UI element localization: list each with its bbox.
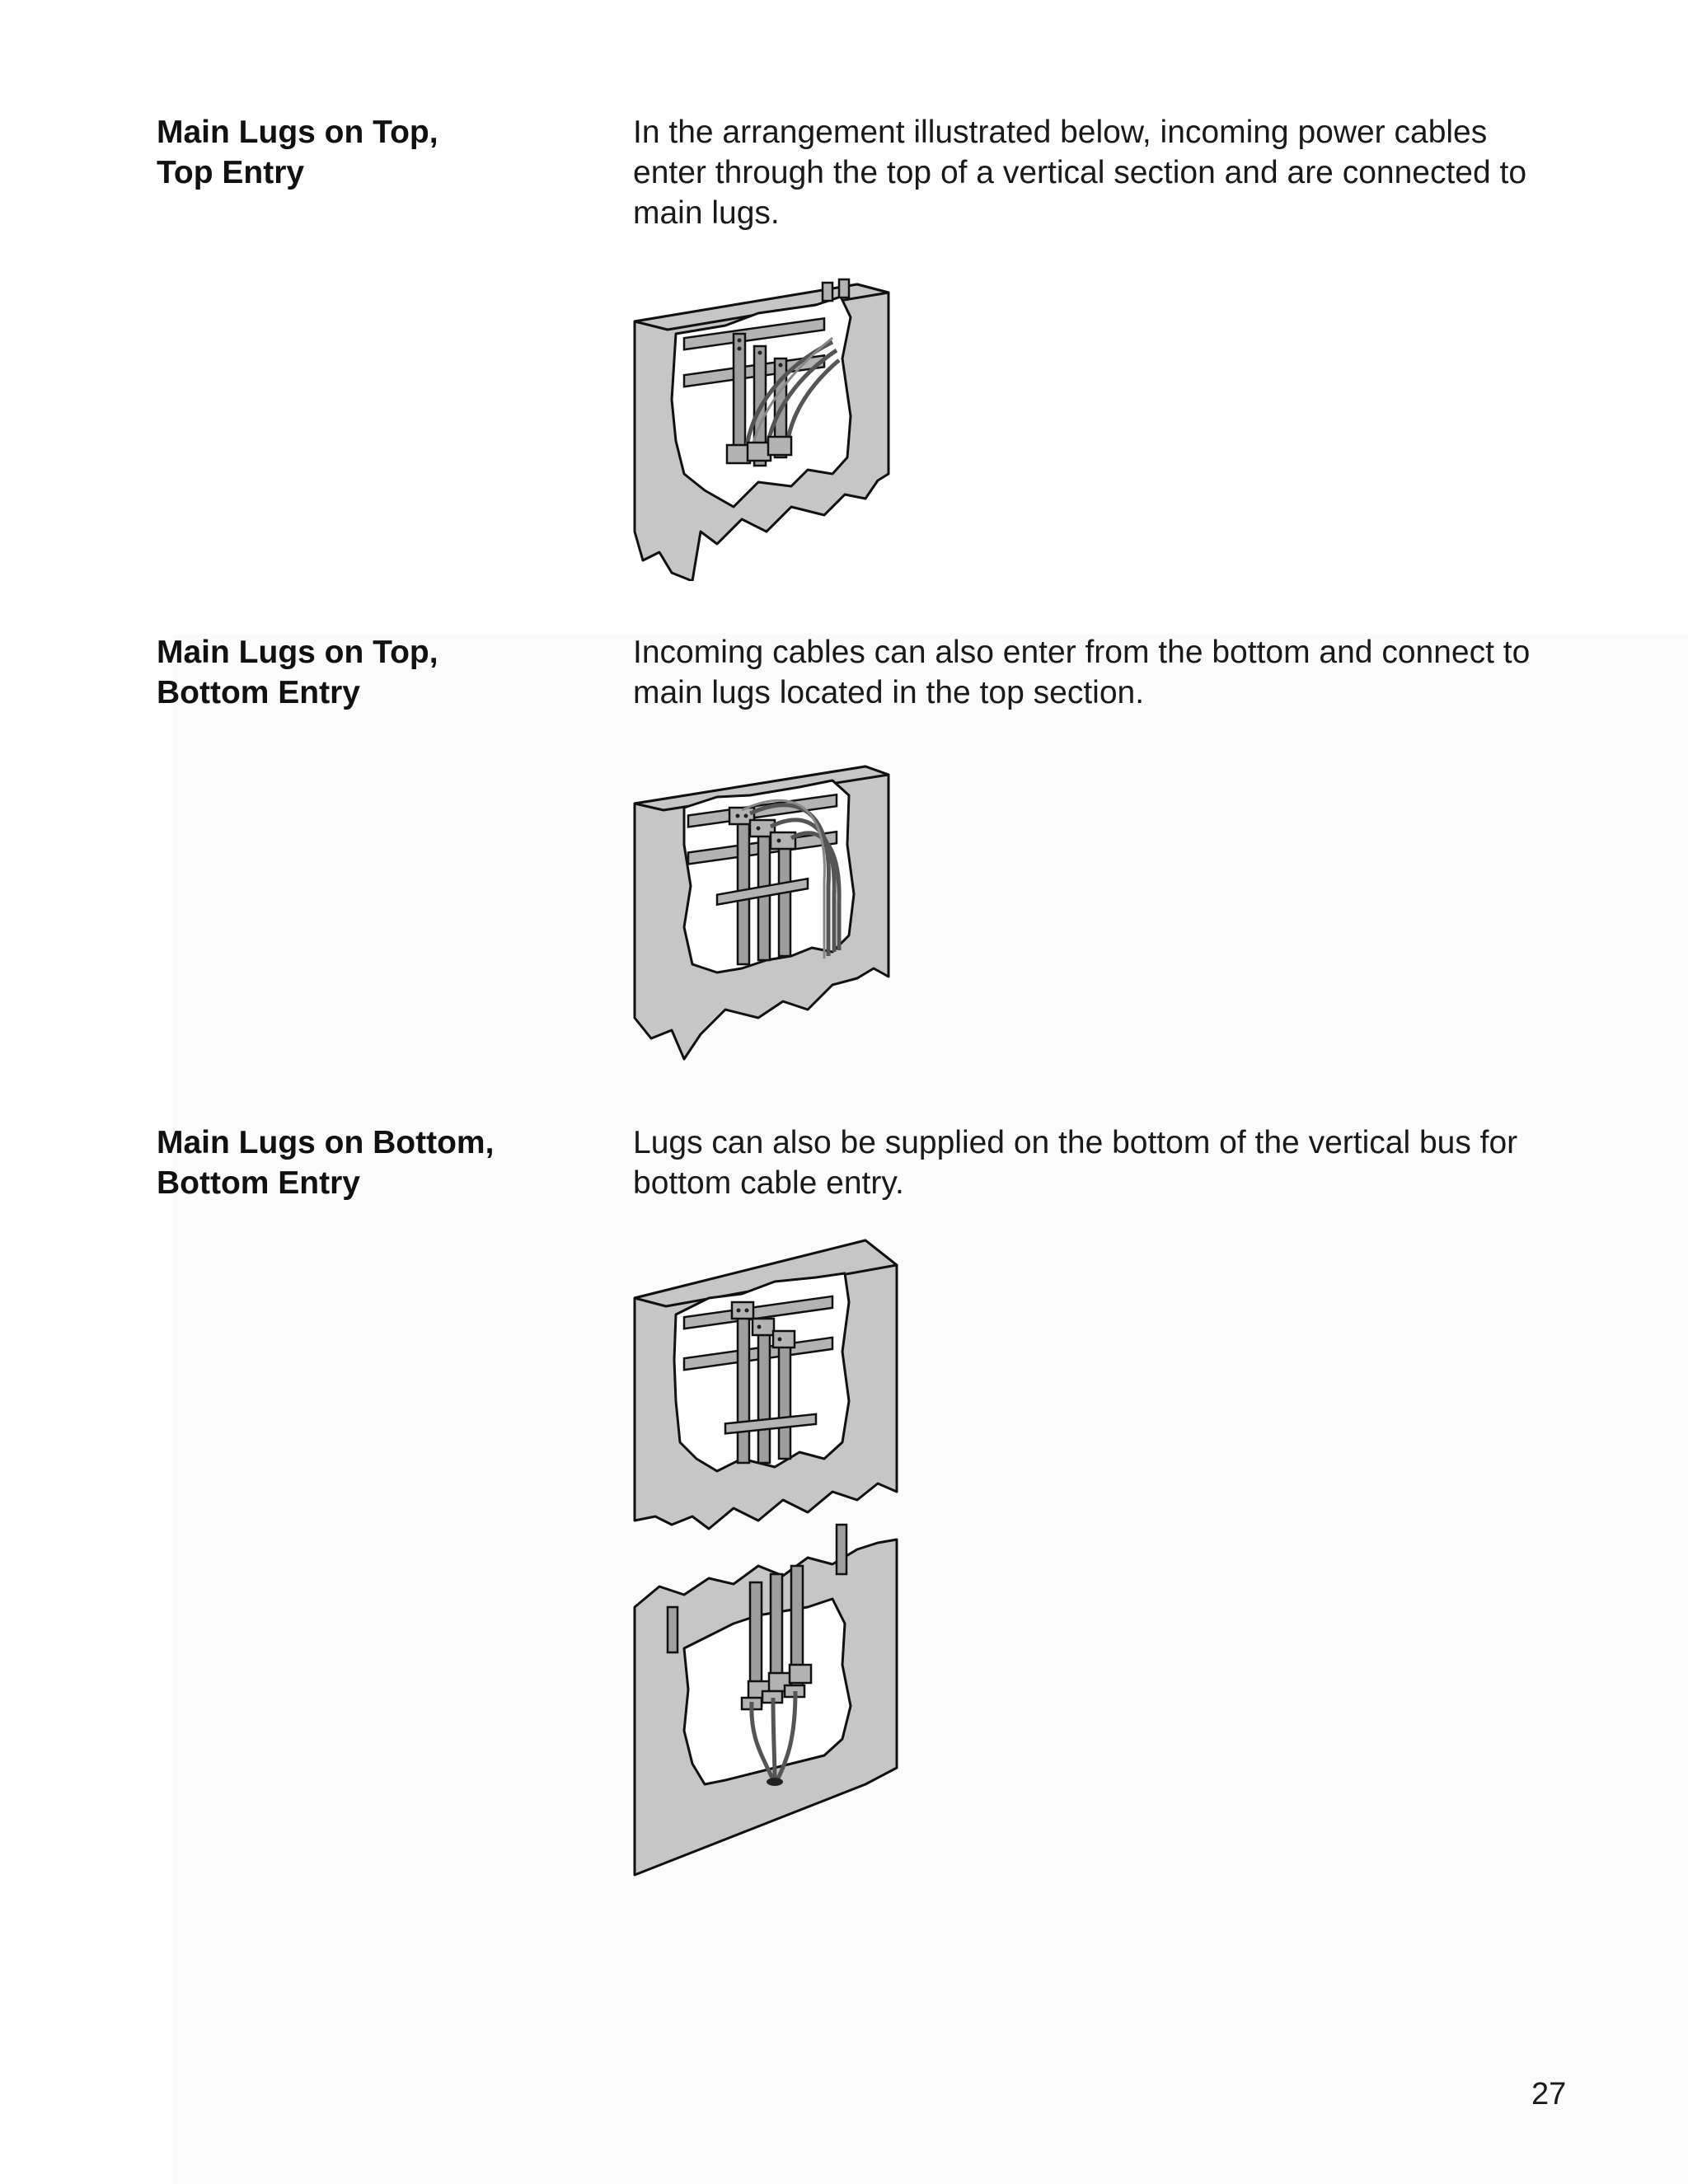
page-background xyxy=(173,635,1688,2184)
description-line: Lugs can also be supplied on the bottom of the vertical bus for xyxy=(633,1125,1518,1160)
description-line: main lugs located in the top section. xyxy=(633,675,1145,710)
section-description xyxy=(633,632,1589,713)
page-number: 27 xyxy=(1531,2077,1567,2111)
heading-line: Bottom Entry xyxy=(157,675,360,710)
section-description xyxy=(633,1122,1589,1203)
description-line: main lugs. xyxy=(633,195,780,231)
section-heading xyxy=(157,1122,585,1203)
section-description xyxy=(633,112,1589,233)
heading-line: Main Lugs on Bottom, xyxy=(157,1125,495,1160)
heading-line: Main Lugs on Top, xyxy=(157,635,438,670)
bottom-entry-bottom-lugs-illustration xyxy=(626,1236,907,1879)
heading-line: Main Lugs on Top, xyxy=(157,115,438,150)
heading-line: Bottom Entry xyxy=(157,1165,360,1201)
description-line: In the arrangement illustrated below, incoming power cables xyxy=(633,115,1488,150)
description-line: bottom cable entry. xyxy=(633,1165,904,1201)
top-entry-illustration xyxy=(626,268,898,581)
description-line: Incoming cables can also enter from the bottom and connect to xyxy=(633,635,1531,670)
heading-line: Top Entry xyxy=(157,155,305,190)
section-heading xyxy=(157,112,585,193)
section-heading xyxy=(157,632,585,713)
bottom-entry-top-lugs-illustration xyxy=(626,762,898,1063)
description-line: enter through the top of a vertical section and are connected to xyxy=(633,155,1527,190)
